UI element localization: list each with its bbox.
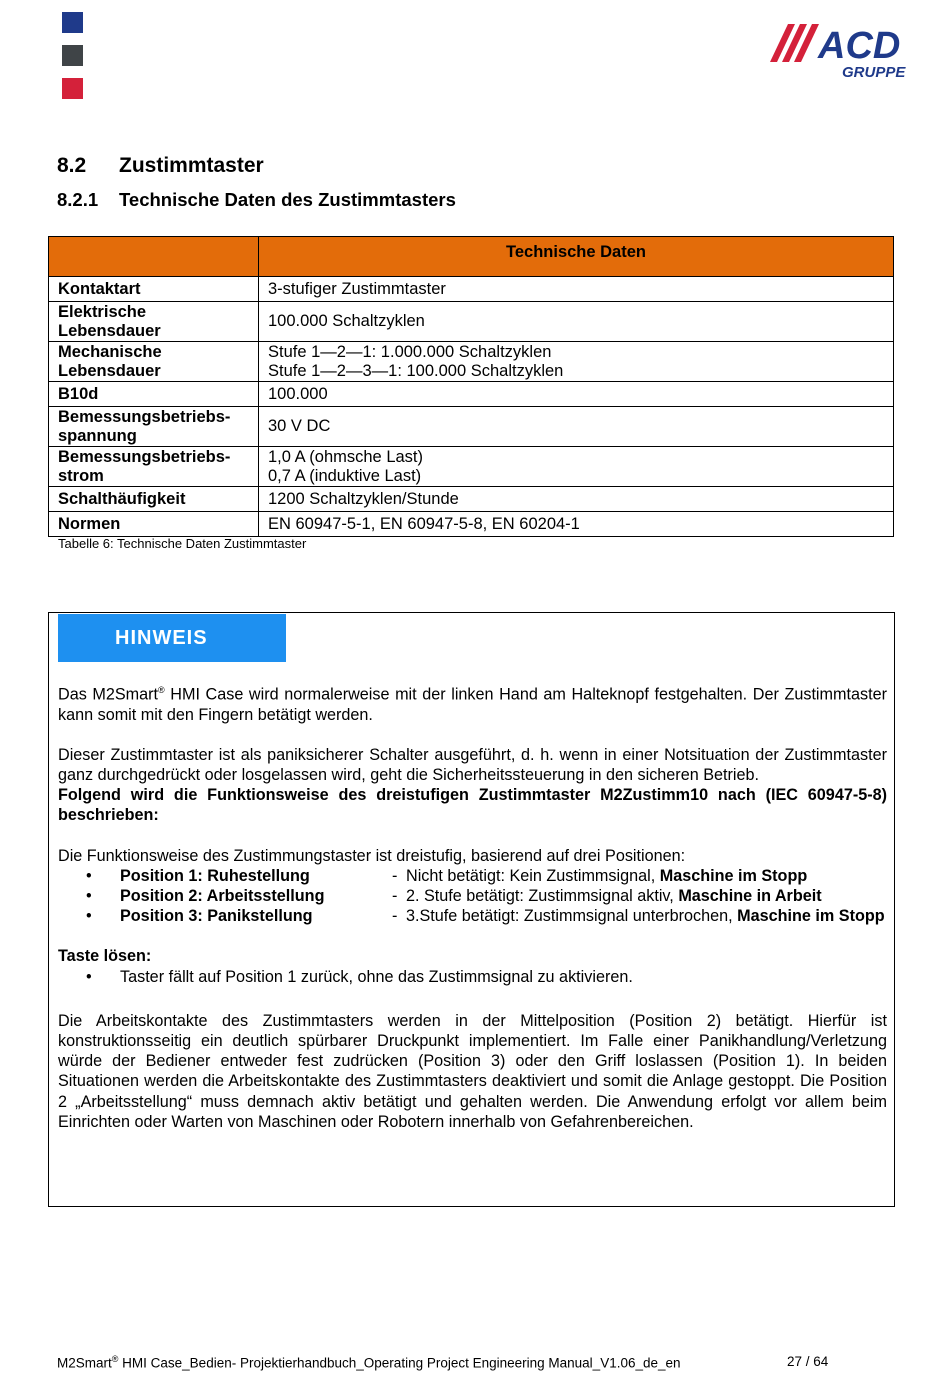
table-row bbox=[49, 512, 894, 537]
position-description: Nicht betätigt: Kein Zustimmsignal, Maschine im Stopp bbox=[406, 866, 808, 885]
table-row bbox=[49, 407, 894, 447]
brand-square-red bbox=[62, 78, 83, 99]
table-value-cell: 30 V DC bbox=[259, 407, 894, 447]
table-key-cell: Bemessungsbetriebs-spannung bbox=[49, 407, 259, 447]
table-header-empty bbox=[49, 237, 259, 277]
bullet-icon: • bbox=[86, 967, 92, 986]
release-title: Taste lösen: bbox=[58, 947, 152, 966]
table-row bbox=[49, 342, 894, 382]
table-value-cell: Stufe 1—2—1: 1.000.000 Schaltzyklen Stufe 1—2—3—1: 100.000 Schaltzyklen bbox=[259, 342, 894, 382]
table-row bbox=[49, 447, 894, 487]
hinweis-body bbox=[58, 680, 887, 1132]
note-paragraph-3: Folgend wird die Funktionsweise des dreistufigen Zustimmtaster M2Zustimm10 nach (IEC 60947-5-8) beschrieben: bbox=[58, 786, 887, 825]
note-paragraph-4: Die Funktionsweise des Zustimmungstaster ist dreistufig, basierend auf drei Positionen: bbox=[58, 846, 686, 865]
release-item: Taster fällt auf Position 1 zurück, ohne das Zustimmsignal zu aktivieren. bbox=[120, 967, 633, 986]
bullet-icon: • bbox=[86, 866, 92, 885]
table-header: Technische Daten bbox=[259, 237, 894, 277]
position-name: Position 2: Arbeitsstellung bbox=[120, 887, 325, 906]
table-value-cell: 1200 Schaltzyklen/Stunde bbox=[259, 487, 894, 512]
dash: - bbox=[392, 907, 398, 926]
dash: - bbox=[392, 887, 398, 906]
table-key-cell: Bemessungsbetriebs-strom bbox=[49, 447, 259, 487]
position-name: Position 1: Ruhestellung bbox=[120, 866, 310, 885]
table-value-cell: 1,0 A (ohmsche Last) 0,7 A (induktive Last) bbox=[259, 447, 894, 487]
table-row bbox=[49, 302, 894, 342]
position-name: Position 3: Panikstellung bbox=[120, 907, 313, 926]
subsection-number: 8.2.1 bbox=[57, 189, 99, 210]
section-title: Zustimmtaster bbox=[119, 154, 264, 177]
list-item bbox=[58, 906, 887, 926]
note-paragraph-2: Dieser Zustimmtaster ist als paniksicherer Schalter ausgeführt, d. h. wenn in einer Notsituation der Zustimmtaster ganz durchgedrückt oder losgelassen wird, geht die Sicherheitssteuerung in den sicheren Betrieb. bbox=[58, 745, 887, 784]
list-item bbox=[58, 967, 887, 987]
position-list bbox=[58, 866, 887, 927]
table-value-cell: 100.000 bbox=[259, 382, 894, 407]
acd-logo bbox=[766, 18, 920, 80]
footer-document-title: M2Smart® HMI Case_Bedien- Projektierhandbuch_Operating Project Engineering Manual_V1.06_de_en bbox=[57, 1354, 681, 1371]
table-caption: Tabelle 6: Technische Daten Zustimmtaster bbox=[58, 536, 307, 551]
table-value-cell: EN 60947-5-1, EN 60947-5-8, EN 60204-1 bbox=[259, 512, 894, 537]
table-header-row bbox=[49, 237, 894, 277]
brand-square-gray bbox=[62, 45, 83, 66]
technical-data-table bbox=[48, 236, 894, 537]
table-value-cell: 3-stufiger Zustimmtaster bbox=[259, 277, 894, 302]
table-key-cell: Mechanische Lebensdauer bbox=[49, 342, 259, 382]
footer-page-number: 27 / 64 bbox=[787, 1354, 829, 1369]
table-key-cell: B10d bbox=[49, 382, 259, 407]
list-item bbox=[58, 866, 887, 886]
subsection-heading bbox=[57, 189, 456, 211]
position-description: 3.Stufe betätigt: Zustimmsignal unterbrochen, Maschine im Stopp bbox=[406, 907, 885, 926]
table-row bbox=[49, 277, 894, 302]
logo-text: ACD bbox=[818, 25, 901, 67]
table-row bbox=[49, 382, 894, 407]
hinweis-box bbox=[48, 612, 895, 1207]
table-value-cell: 100.000 Schaltzyklen bbox=[259, 302, 894, 342]
bullet-icon: • bbox=[86, 887, 92, 906]
table-key-cell: Normen bbox=[49, 512, 259, 537]
position-description: 2. Stufe betätigt: Zustimmsignal aktiv, Maschine in Arbeit bbox=[406, 887, 822, 906]
section-number: 8.2 bbox=[57, 154, 87, 177]
table-key-cell: Elektrische Lebensdauer bbox=[49, 302, 259, 342]
table-key-cell: Kontaktart bbox=[49, 277, 259, 302]
section-heading bbox=[57, 154, 264, 178]
list-item bbox=[58, 886, 887, 906]
subsection-title: Technische Daten des Zustimmtasters bbox=[119, 189, 456, 210]
table-key-cell: Schalthäufigkeit bbox=[49, 487, 259, 512]
brand-square-blue bbox=[62, 12, 83, 33]
table-row bbox=[49, 487, 894, 512]
logo-subtext: GRUPPE bbox=[842, 64, 906, 80]
note-paragraph-5: Die Arbeitskontakte des Zustimmtasters werden in der Mittelposition (Position 2) betätigt. Hierfür ist konstruktionsseitig ein deutlich spürbarer Druckpunkt implementiert. Im Falle einer Panikhandlung/Verletzung würde der Bediener entweder fest zudrücken (Position 3) oder den Griff loslassen (Position 1). In beiden Situationen werden die Arbeitskontakte des Zustimmtasters deaktiviert und somit die Anlage gestoppt. Die Position 2 „Arbeitsstellung“ muss demnach aktiv betätigt und gehalten werden. Die Anwendung erfolgt vor allem beim Einrichten oder Warten von Maschinen oder Robotern innerhalb von Gefahrenbereichen. bbox=[58, 1011, 887, 1131]
hinweis-badge: HINWEIS bbox=[58, 614, 286, 662]
bullet-icon: • bbox=[86, 907, 92, 926]
note-paragraph-1: Das M2Smart® HMI Case wird normalerweise mit der linken Hand am Halteknopf festgehalten. Der Zustimmtaster kann somit mit den Fingern betätigt werden. bbox=[58, 685, 887, 724]
dash: - bbox=[392, 866, 398, 885]
